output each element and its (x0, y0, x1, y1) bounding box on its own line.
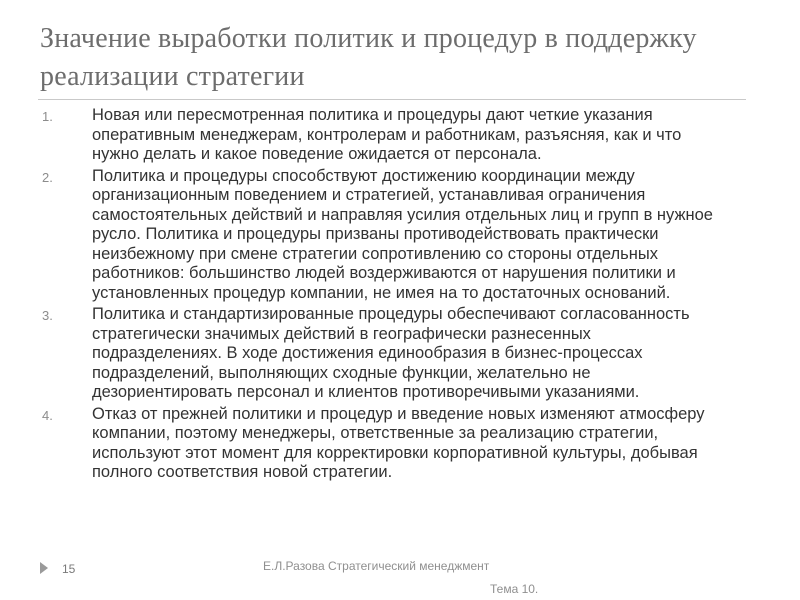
footer-author: Е.Л.Разова Стратегический менеджмент (263, 559, 490, 573)
list-item-text: Отказ от прежней политики и процедур и введение новых изменяют атмосферу компании, поэтому менеджеры, ответственные за реализацию стратегии, используют этот момент для корректировки корпоративной культуры, добывая полного соответствия новой стратегии. (92, 404, 705, 481)
numbered-list (42, 106, 722, 485)
list-item-number: 2. (42, 169, 53, 185)
slide-title: Значение выработки политик и процедур в поддержку реализации стратегии (40, 23, 697, 92)
footer-topic: Тема 10. (490, 582, 539, 596)
triangle-right-icon (40, 562, 48, 574)
list-item-number: 3. (42, 308, 53, 323)
list-item-text: Политика и стандартизированные процедуры обеспечивают согласованность стратегически значимых действий в географически разнесенных подразделениях. В ходе достижения единообразия в бизнес-процессах подразделений, выполняющих сходные функции, желательно не дезориентировать персонал и клиентов противоречивыми указаниями. (92, 305, 690, 401)
page-number: 15 (62, 562, 76, 576)
list-item-text: Новая или пересмотренная политика и процедуры дают четкие указания оперативным менеджерам, контролерам и работникам, разъясняя, как и что нужно делать и какое поведение ожидается от персонала. (92, 106, 682, 163)
title-divider (38, 99, 760, 100)
list-item-text: Политика и процедуры способствуют достижению координации между организационным поведением и стратегией, устанавливая ограничения самостоятельных действий и направляя усилия отдельных лиц и групп в нужное русло. Политика и процедуры призваны противодействовать практически неизбежному при смене стратегии сопротивлению со стороны отдельных работников: большинство людей воздерживаются от нарушения политики и установленных процедур компании, не имея на то достаточных оснований. (92, 166, 713, 302)
list-item (42, 305, 722, 403)
list-item (42, 405, 722, 483)
list-item-number: 1. (42, 109, 53, 124)
list-item (42, 167, 722, 304)
list-item-number: 4. (42, 407, 53, 423)
list-item (42, 106, 722, 165)
